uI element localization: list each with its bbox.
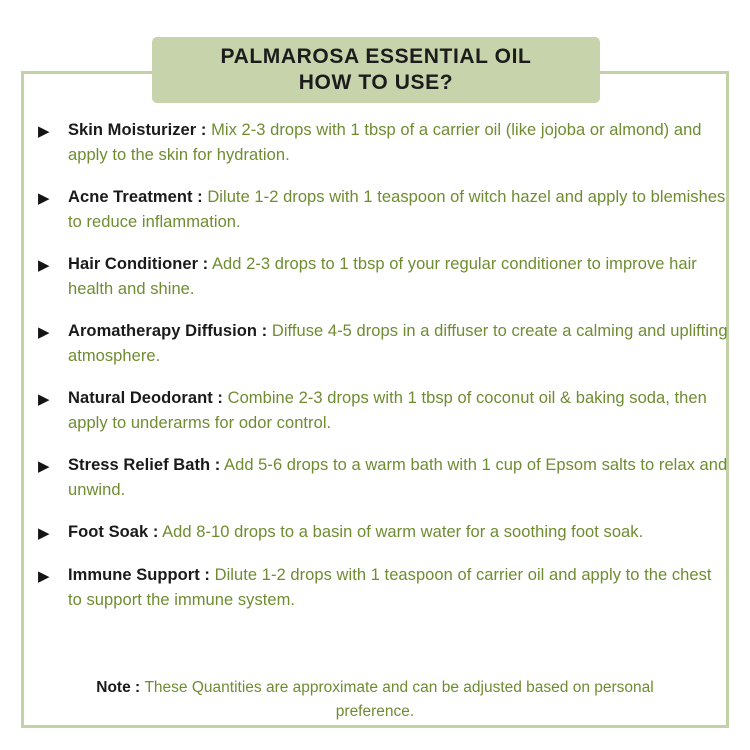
list-item-text	[68, 563, 728, 613]
title-banner	[152, 37, 600, 103]
bullet-triangle-icon: ▶	[38, 324, 50, 341]
list-item-label: Aromatherapy Diffusion :	[68, 322, 268, 340]
bullet-triangle-icon: ▶	[38, 391, 50, 408]
list-item-label: Natural Deodorant :	[68, 389, 223, 407]
list-item-text	[68, 118, 728, 168]
bullet-triangle-icon: ▶	[38, 525, 50, 542]
list-item-label: Hair Conditioner :	[68, 255, 209, 273]
list-item-description: Dilute 1-2 drops with 1 teaspoon of carrier oil and apply to the chest to support the immune system.	[68, 566, 712, 609]
list-item	[38, 118, 728, 168]
list-item-label: Acne Treatment :	[68, 188, 203, 206]
note-label: Note :	[96, 679, 145, 696]
list-item-text	[68, 319, 728, 369]
page-title	[221, 44, 532, 97]
note-text: These Quantities are approximate and can be adjusted based on personal preference.	[144, 679, 654, 720]
list-item-label: Skin Moisturizer :	[68, 121, 207, 139]
bullet-triangle-icon: ▶	[38, 123, 50, 140]
list-item-description: Add 2-3 drops to 1 tbsp of your regular conditioner to improve hair health and shine.	[68, 255, 697, 298]
list-item	[38, 520, 728, 546]
list-item	[38, 319, 728, 369]
list-item-description: Dilute 1-2 drops with 1 teaspoon of witch hazel and apply to blemishes to reduce inflammation.	[68, 188, 726, 231]
list-item	[38, 185, 728, 235]
list-item-text	[68, 386, 728, 436]
list-item	[38, 252, 728, 302]
bullet-triangle-icon: ▶	[38, 190, 50, 207]
list-item-description: Combine 2-3 drops with 1 tbsp of coconut oil & baking soda, then apply to underarms for odor control.	[68, 389, 707, 432]
list-item	[38, 453, 728, 503]
bullet-triangle-icon: ▶	[38, 257, 50, 274]
list-item-text	[68, 453, 728, 503]
list-item	[38, 386, 728, 436]
list-item-description: Mix 2-3 drops with 1 tbsp of a carrier oil (like jojoba or almond) and apply to the skin for hydration.	[68, 121, 702, 164]
usage-list	[38, 118, 728, 613]
page-title-line-2: HOW TO USE?	[298, 71, 454, 94]
bullet-triangle-icon: ▶	[38, 458, 50, 475]
list-item	[38, 563, 728, 613]
list-item-text	[68, 252, 728, 302]
list-item-label: Foot Soak :	[68, 523, 159, 541]
list-item-text	[68, 520, 728, 545]
page-title-line-1: PALMAROSA ESSENTIAL OIL	[220, 44, 532, 68]
list-item-label: Stress Relief Bath :	[68, 456, 221, 474]
footer-note	[60, 676, 690, 724]
list-item-description: Diffuse 4-5 drops in a diffuser to create a calming and uplifting atmosphere.	[68, 322, 728, 365]
list-item-description: Add 5-6 drops to a warm bath with 1 cup of Epsom salts to relax and unwind.	[68, 456, 728, 499]
list-item-text	[68, 185, 728, 235]
bullet-triangle-icon: ▶	[38, 568, 50, 585]
list-item-label: Immune Support :	[68, 566, 210, 584]
list-item-description: Add 8-10 drops to a basin of warm water for a soothing foot soak.	[162, 523, 644, 541]
